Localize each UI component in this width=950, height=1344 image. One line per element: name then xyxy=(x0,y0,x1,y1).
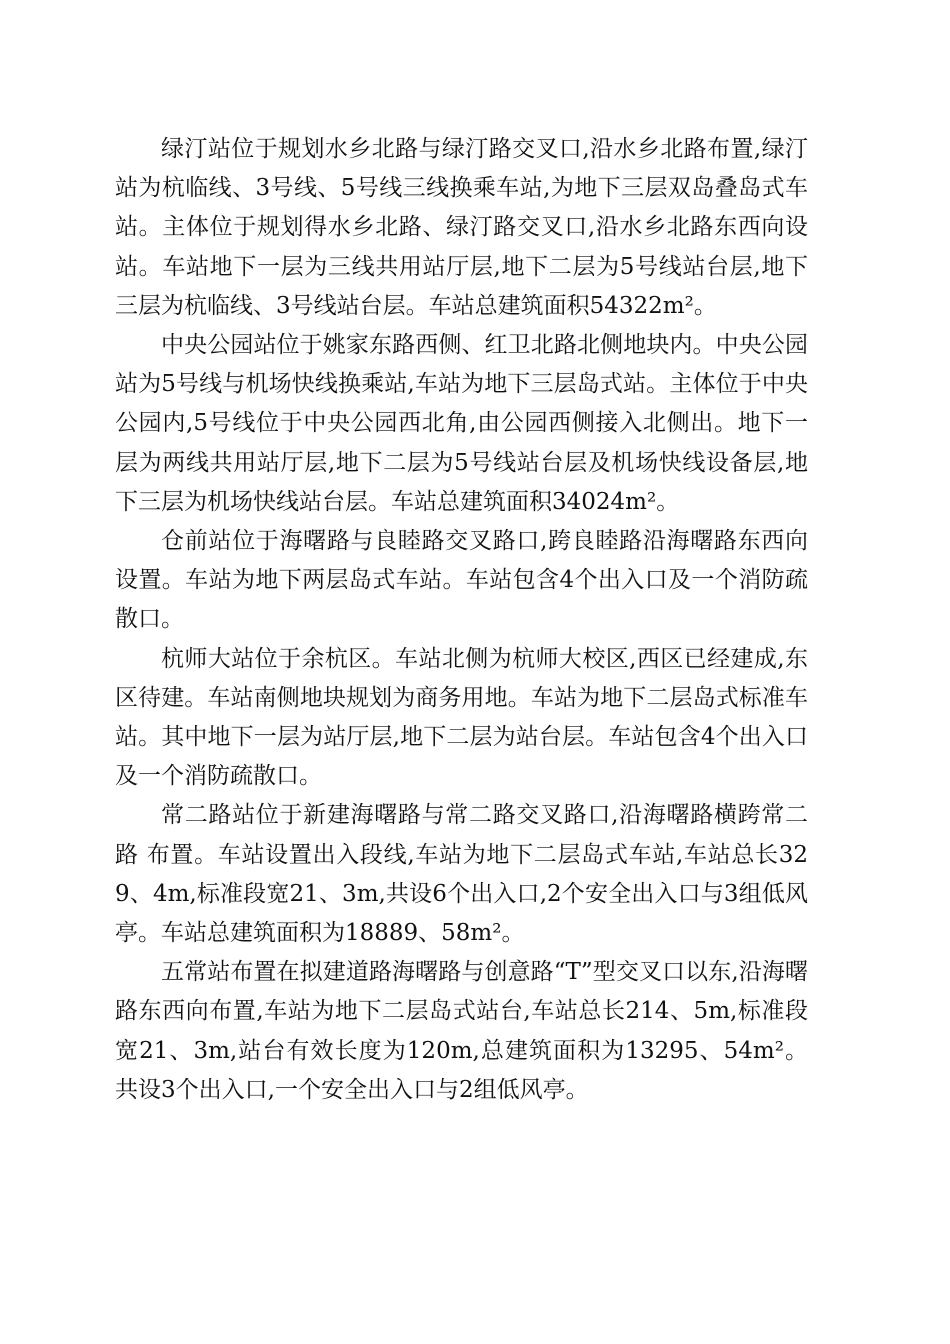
paragraph-hangshida-station: 杭师大站位于余杭区。车站北侧为杭师大校区,西区已经建成,东区待建。车站南侧地块规划为商务用地。车站为地下二层岛式标准车站。其中地下一层为站厅层,地下二层为站台层。车站包含4个出入口及一个消防疏散口。 xyxy=(115,645,808,790)
paragraph-lvting-station: 绿汀站位于规划水乡北路与绿汀路交叉口,沿水乡北路布置,绿汀站为杭临线、3号线、5号线三线换乘车站,为地下三层双岛叠岛式车站。主体位于规划得水乡北路、绿汀路交叉口,沿水乡北路东西向设站。车站地下一层为三线共用站厅层,地下二层为5号线站台层,地下三层为杭临线、3号线站台层。车站总建筑面积54322m²。 xyxy=(115,136,808,319)
paragraph-wuchang-station: 五常站布置在拟建道路海曙路与创意路“T”型交叉口以东,沿海曙路东西向布置,车站为地下二层岛式站台,车站总长214、5m,标准段宽21、3m,站台有效长度为120m,总建筑面积为13295、54m²。共设3个出入口,一个安全出入口与2组低风亭。 xyxy=(115,959,808,1103)
paragraph-cangqian-station: 仓前站位于海曙路与良睦路交叉路口,跨良睦路沿海曙路东西向设置。车站为地下两层岛式车站。车站包含4个出入口及一个消防疏散口。 xyxy=(115,528,808,633)
document-body xyxy=(115,130,808,1110)
paragraph-central-park-station: 中央公园站位于姚家东路西侧、红卫北路北侧地块内。中央公园站为5号线与机场快线换乘站,车站为地下三层岛式站。主体位于中央公园内,5号线位于中央公园西北角,由公园西侧接入北侧出。地下一层为两线共用站厅层,地下二层为5号线站台层及机场快线设备层,地下三层为机场快线站台层。车站总建筑面积34024m²。 xyxy=(115,332,808,515)
paragraph-changer-road-station: 常二路站位于新建海曙路与常二路交叉路口,沿海曙路横跨常二路 布置。车站设置出入段线,车站为地下二层岛式车站,车站总长329、4m,标准段宽21、3m,共设6个出入口,2个安全出入口与3组低风亭。车站总建筑面积为18889、58m²。 xyxy=(115,802,808,947)
